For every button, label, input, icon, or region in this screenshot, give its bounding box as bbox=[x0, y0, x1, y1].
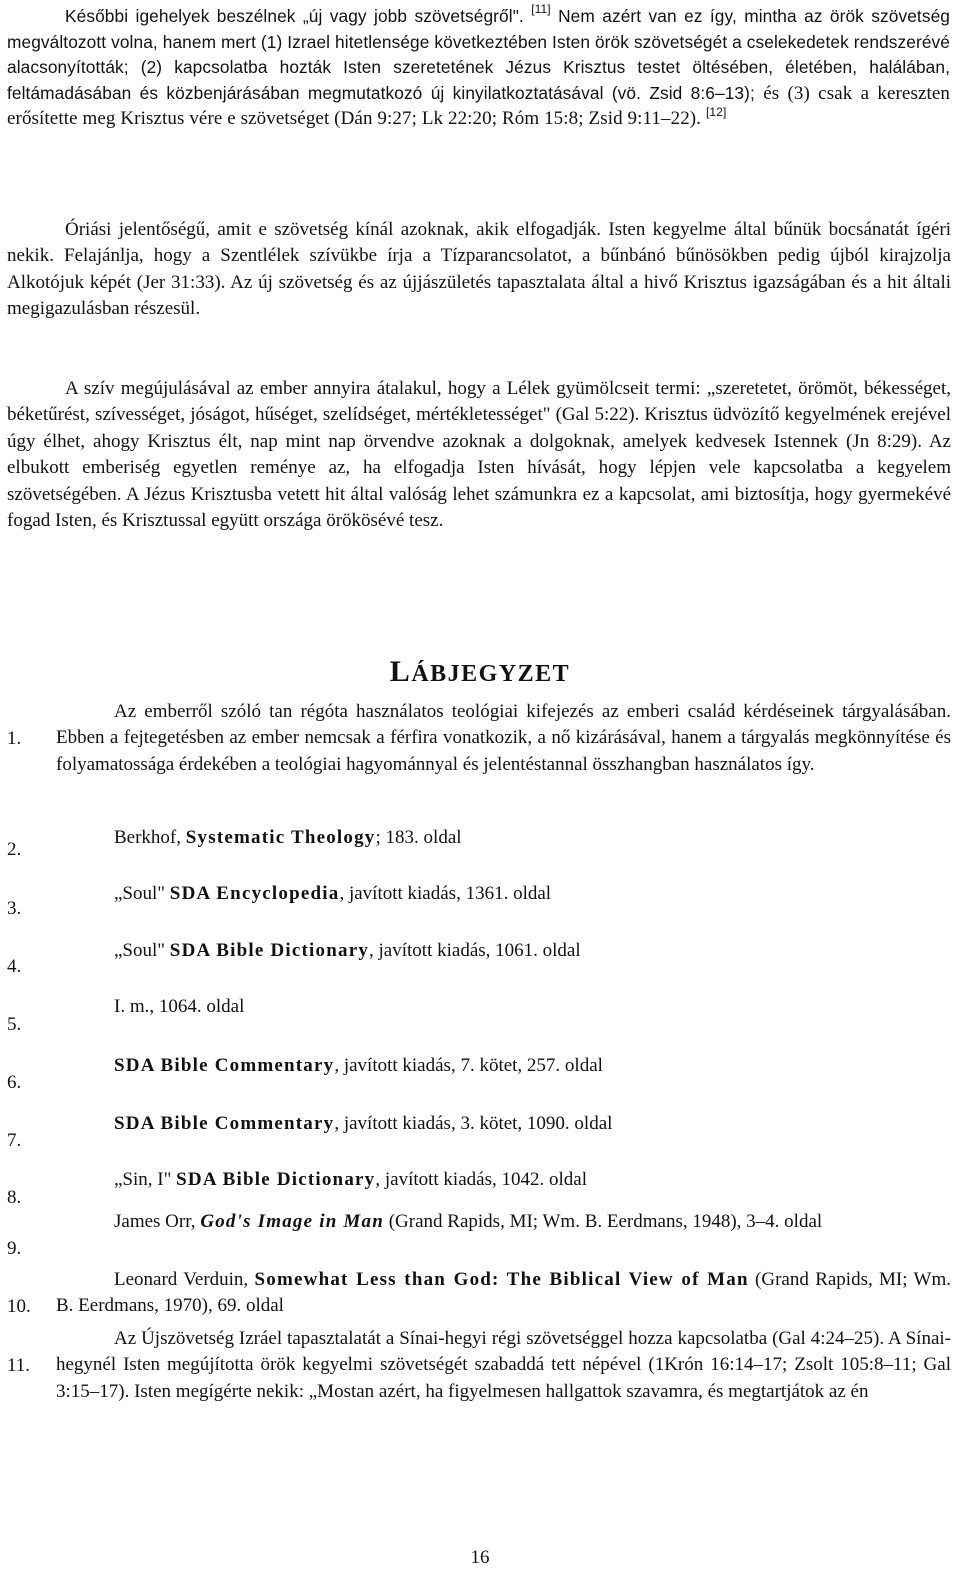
footnote-8-number: 8. bbox=[7, 1187, 22, 1208]
footnote-9-number: 9. bbox=[7, 1238, 22, 1259]
footnote-8-title: SDA Bible Dictionary bbox=[176, 1169, 376, 1190]
footnote-7-number: 7. bbox=[7, 1130, 22, 1151]
footnote-6-text: SDA Bible Commentary, javított kiadás, 7. kötet, 257. oldal bbox=[114, 1055, 603, 1076]
footnote-2-text: Berkhof, Systematic Theology; 183. oldal bbox=[114, 827, 462, 848]
footnote-9-text: James Orr, God's Image in Man (Grand Rapids, MI; Wm. B. Eerdmans, 1948), 3–4. oldal bbox=[114, 1211, 823, 1232]
paragraph-1-part-2: Nem azért van ez így, mintha az örök szövetség megváltozott volna, hanem mert (1) Izrael hitetlensége következtében Isten örök szövetségét a cselekedetek rendszerévé alacsonyították; (2) kapcsolatba hozták Isten szeretetének Jézus Krisztus testet öltésében, életében, halálában, feltámadásában és közbenjárásában megmutatkozó új kinyilatkoztatásával (vö. Zsid 8:6–13); bbox=[7, 6, 950, 103]
footnote-11-content: Az Újszövetség Izráel tapasztalatát a Sínai-hegyi régi szövetséggel hozza kapcsolatba (Gal 4:24–25). A Sínai-hegynél Isten megújította örök kegyelmi szövetségét szabaddá tett népével (1Krón 16:14–17; Zsolt 105:8–11; Gal 3:15–17). Isten megígérte nekik: „Mostan azért, ha figyelmesen hallgattok szavamra, és megtartjátok az én bbox=[56, 1328, 951, 1402]
page-number: 16 bbox=[470, 1547, 490, 1568]
footnote-10-title: Somewhat Less than God: The Biblical View of Man bbox=[254, 1269, 749, 1290]
footnote-4-number: 4. bbox=[7, 956, 22, 977]
footnote-3-number: 3. bbox=[7, 898, 22, 919]
paragraph-1-part-3: és (3) csak a kereszten erősítette meg Krisztus vére e szövetséget (Dán 9:27; Lk 22:20; Róm 15:8; Zsid 9:11–22). bbox=[7, 82, 950, 130]
footnote-6-number: 6. bbox=[7, 1072, 22, 1093]
footnote-8-text: „Sin, I" SDA Bible Dictionary, javított kiadás, 1042. oldal bbox=[114, 1169, 587, 1190]
footnote-1-number: 1. bbox=[7, 728, 22, 749]
footnote-6-title: SDA Bible Commentary bbox=[114, 1055, 335, 1076]
paragraph-1-part-1: Későbbi igehelyek beszélnek „új vagy jobb szövetségről". bbox=[65, 6, 532, 26]
paragraph-2 bbox=[7, 217, 951, 323]
paragraph-3 bbox=[7, 376, 951, 534]
footnote-1-text bbox=[56, 699, 951, 778]
heading-rest: ÁBJEGYZET bbox=[411, 661, 571, 687]
footnote-3-title: SDA Encyclopedia bbox=[169, 883, 340, 904]
reference-12[interactable]: [12] bbox=[705, 104, 727, 119]
paragraph-1 bbox=[7, 4, 950, 132]
paragraph-3-text: A szív megújulásával az ember annyira átalakul, hogy a Lélek gyümölcseit termi: „szeretetet, örömöt, békességet, béketűrést, szívességet, jóságot, hűséget, szelídséget, mértékletességet" (Gal 5:22). Krisztus üdvözítő kegyelmének erejével úgy élhet, ahogy Krisztus élt, nap mint nap örvendve azoknak a dolgoknak, amelyek kedvesek Istennek (Jn 8:29). Az elbukott emberiség egyetlen reménye az, ha elfogadja Isten hívását, hogy lépjen vele kapcsolatba a kegyelem szövetségében. A Jézus Krisztusba vetett hit által valóság lehet számunkra ez a kapcsolat, ami biztosítja, hogy gyermekévé fogad Isten, és Krisztussal együtt országa örökösévé tesz. bbox=[7, 378, 951, 532]
footnote-10-text: Leonard Verduin, Somewhat Less than God: The Biblical View of Man (Grand Rapids, MI; Wm. B. Eerdmans, 1970), 69. oldal bbox=[56, 1269, 951, 1317]
footnote-9-title: God's Image in Man bbox=[200, 1211, 384, 1232]
footnotes-heading bbox=[0, 655, 960, 689]
footnote-5-number: 5. bbox=[7, 1014, 22, 1035]
footnote-10-number: 10. bbox=[7, 1296, 31, 1317]
footnote-7-title: SDA Bible Commentary bbox=[114, 1113, 335, 1134]
footnote-2-title: Systematic Theology bbox=[185, 827, 376, 848]
footnote-2-number: 2. bbox=[7, 839, 22, 860]
footnote-5-text: I. m., 1064. oldal bbox=[114, 996, 245, 1017]
footnote-11-text bbox=[56, 1326, 951, 1405]
footnote-7-text: SDA Bible Commentary, javított kiadás, 3. kötet, 1090. oldal bbox=[114, 1113, 613, 1134]
footnote-11-number: 11. bbox=[7, 1355, 31, 1376]
reference-11[interactable]: [11] bbox=[531, 2, 551, 17]
footnote-4-text: „Soul" SDA Bible Dictionary, javított kiadás, 1061. oldal bbox=[114, 940, 581, 961]
footnote-1-content: Az emberről szóló tan régóta használatos teológiai kifejezés az emberi család kérdéseinek tárgyalásában. Ebben a fejtegetésben az ember nemcsak a férfira vonatkozik, a nő kizárásával, hanem a tárgyalás megkönnyítése és folyamatossága érdekében a teológiai hagyománnyal és jelentéstannal összhangban használatos így. bbox=[56, 701, 951, 775]
paragraph-2-text: Óriási jelentőségű, amit e szövetség kínál azoknak, akik elfogadják. Isten kegyelme által bűnük bocsánatát ígéri nekik. Felajánlja, hogy a Szentlélek szívükbe írja a Tízparancsolatot, a bűnbánó bűnösökben pedig újból kirajzolja Alkotójuk képét (Jer 31:33). Az új szövetség és az újjászületés tapasztalata által a hivő Krisztus igazságában és a hit általi megigazulásban részesül. bbox=[7, 219, 951, 320]
footnote-3-text: „Soul" SDA Encyclopedia, javított kiadás, 1361. oldal bbox=[114, 883, 552, 904]
heading-initial: L bbox=[389, 655, 412, 688]
footnote-4-title: SDA Bible Dictionary bbox=[169, 940, 370, 961]
